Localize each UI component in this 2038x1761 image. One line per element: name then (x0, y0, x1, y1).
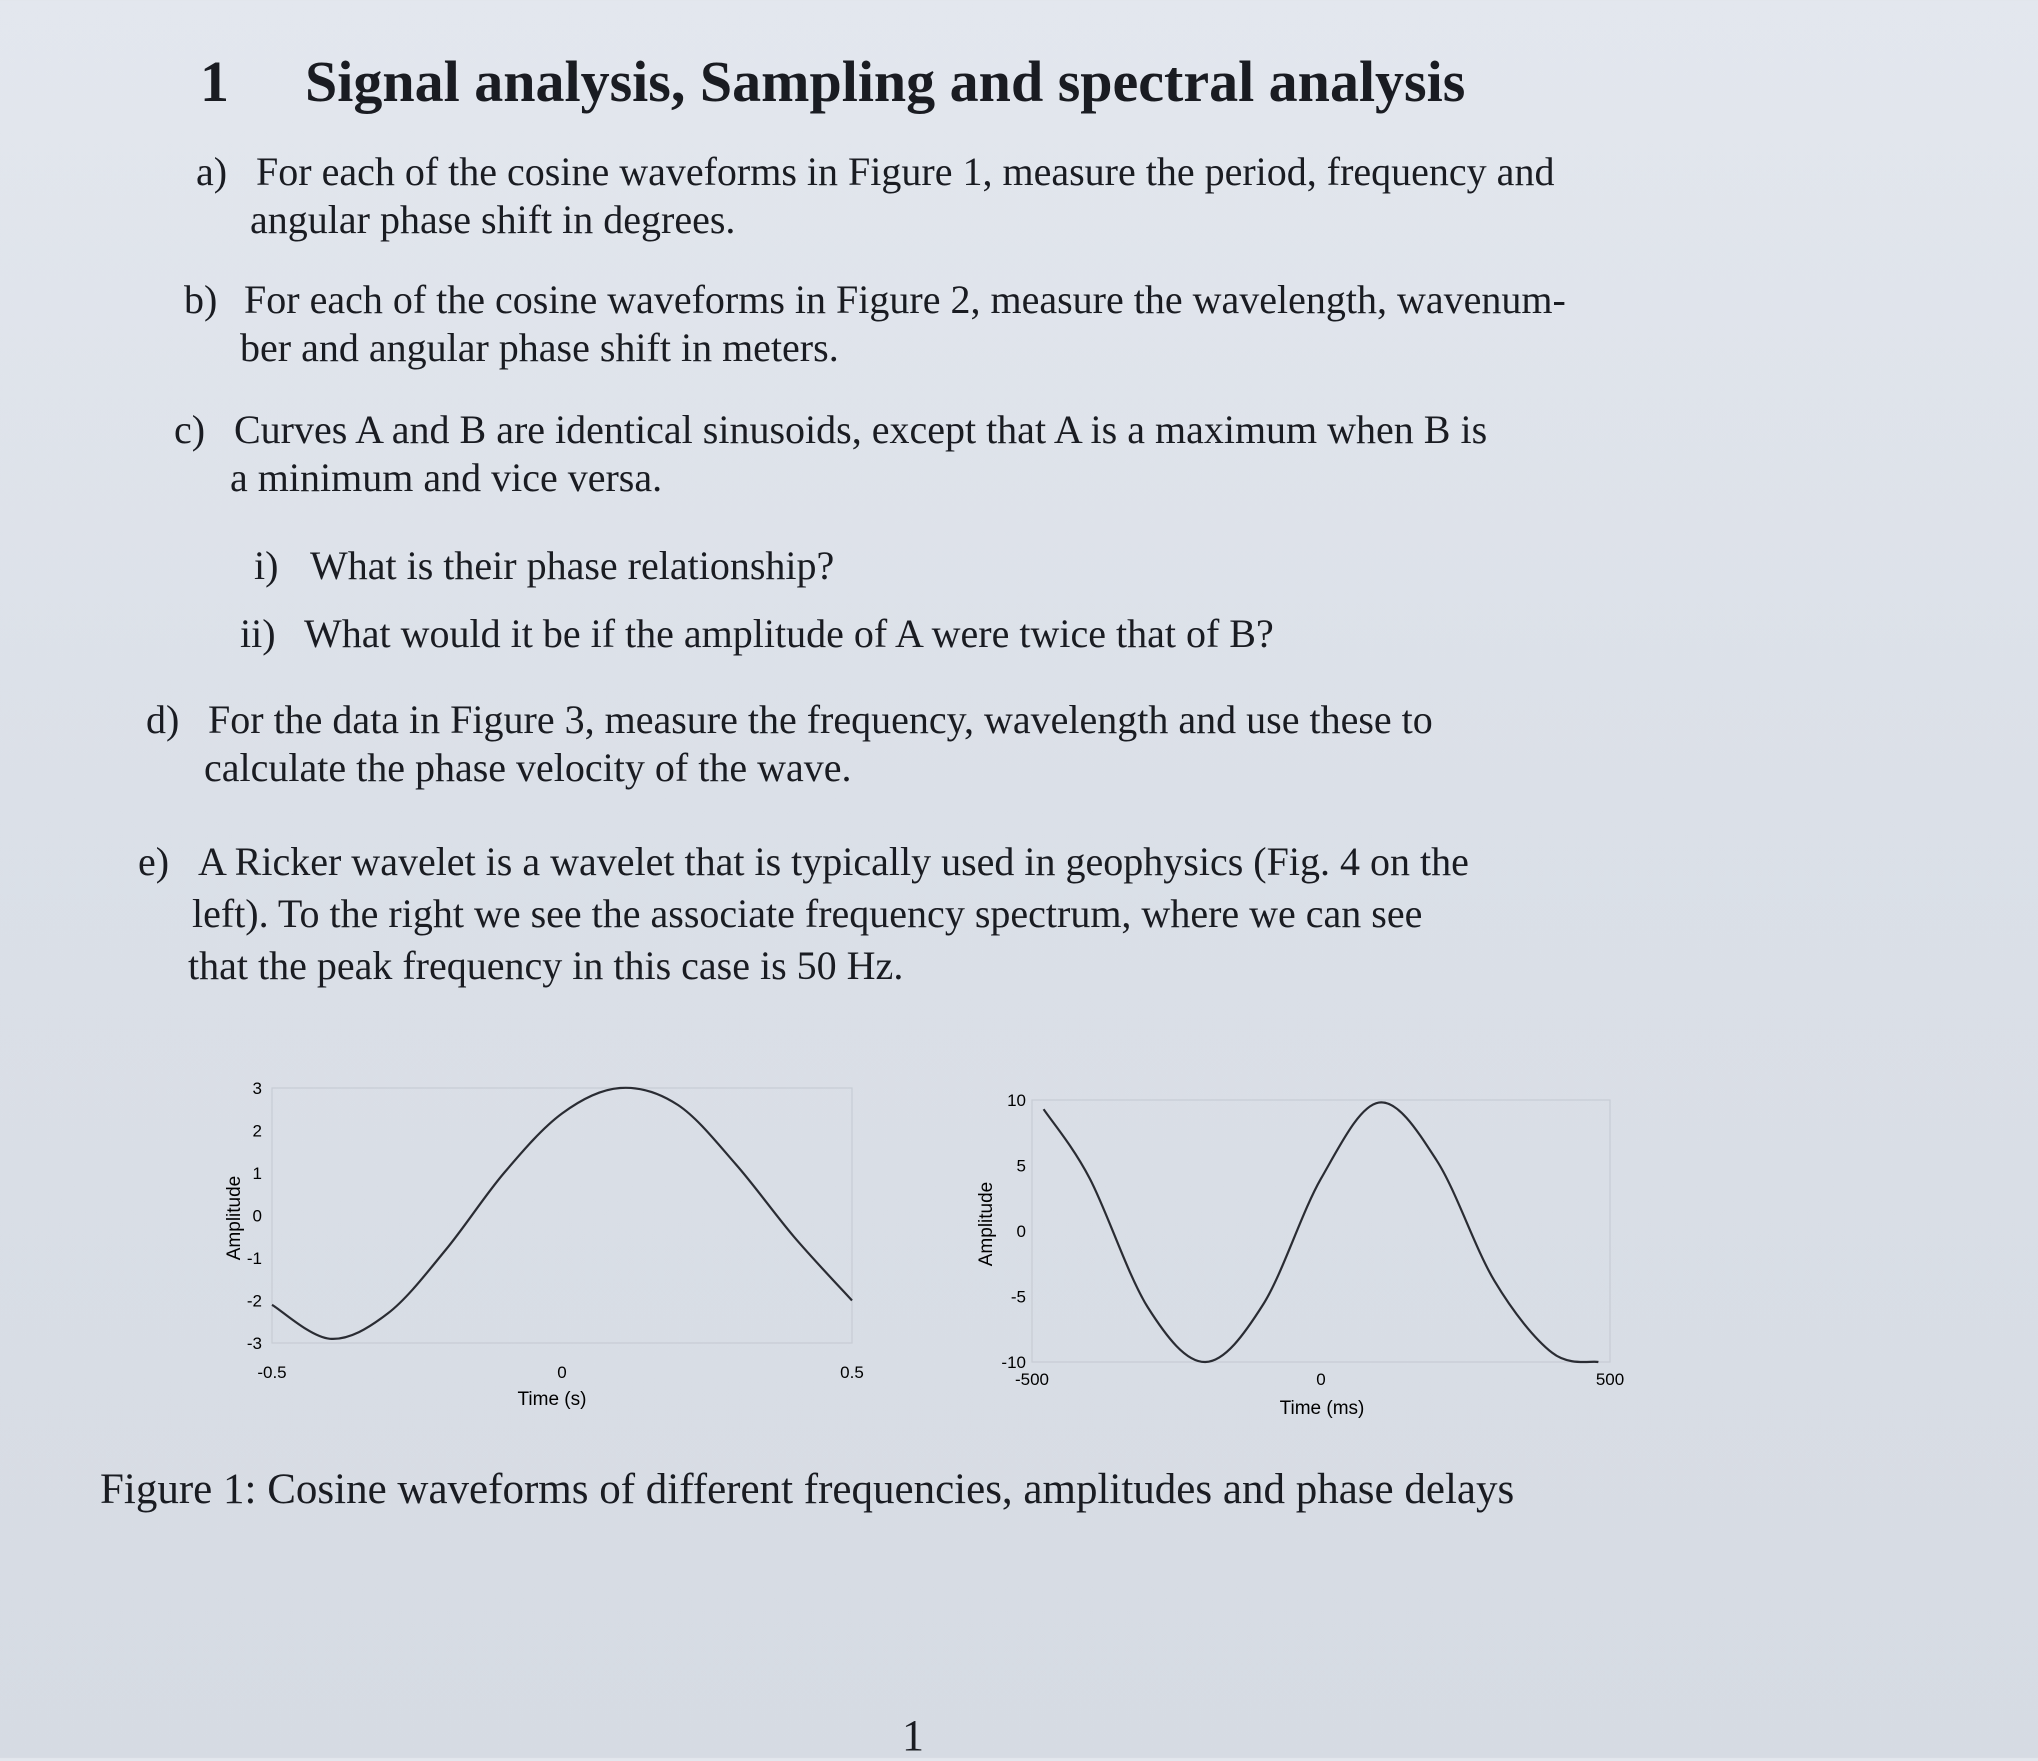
y-axis-label-left: Amplitude (224, 1175, 245, 1261)
question-c-sub-i (254, 542, 834, 590)
x-axis-label-right: Time (ms) (1279, 1398, 1365, 1419)
question-e (138, 838, 1469, 990)
question-a (196, 148, 1554, 244)
y-tick-label-left: 1 (252, 1164, 262, 1183)
question-c (174, 406, 1487, 502)
sub-i-label: i) (254, 543, 279, 588)
y-tick-label-left: -2 (246, 1291, 262, 1311)
series-line-right (1044, 1102, 1599, 1362)
x-tick-label-left: -0.5 (257, 1363, 287, 1382)
question-d (146, 696, 1433, 792)
x-tick-label-left: 0.5 (840, 1363, 864, 1382)
question-c-line2: a minimum and vice versa. (230, 455, 663, 500)
chart-right (976, 1091, 1624, 1419)
x-tick-label-right: -500 (1014, 1370, 1050, 1389)
page-number: 1 (902, 1711, 924, 1760)
question-b-line2: ber and angular phase shift in meters. (240, 325, 839, 370)
section-number: 1 (200, 49, 229, 114)
y-tick-label-left: 3 (252, 1079, 262, 1098)
plot-frame-right (1032, 1100, 1610, 1362)
question-c-sub-ii (240, 610, 1274, 658)
series-line-left (272, 1088, 852, 1339)
question-e-line3: that the peak frequency in this case is 50 Hz. (188, 943, 904, 988)
question-a-line1: For each of the cosine waveforms in Figure 1, measure the period, frequency and (256, 149, 1555, 194)
section-heading (200, 48, 1465, 115)
question-c-line1: Curves A and B are identical sinusoids, except that A is a maximum when B is (234, 407, 1488, 452)
question-a-label: a) (196, 149, 228, 194)
x-ticks-right (1015, 1370, 1624, 1389)
question-e-label: e) (138, 839, 170, 884)
question-c-label: c) (174, 407, 206, 452)
question-b-line1: For each of the cosine waveforms in Figure 2, measure the wavelength, wavenum- (244, 277, 1566, 322)
question-d-label: d) (146, 697, 180, 742)
question-e-line2: left). To the right we see the associate frequency spectrum, where we can see (192, 891, 1423, 936)
y-tick-label-left: 0 (252, 1206, 262, 1226)
figure-caption: Figure 1: Cosine waveforms of different frequencies, amplitudes and phase delays (100, 1466, 1515, 1513)
y-tick-label-right: 10 (1007, 1091, 1026, 1110)
section-title: Signal analysis, Sampling and spectral analysis (305, 49, 1466, 114)
x-ticks-left (257, 1363, 863, 1382)
y-ticks-right (1001, 1091, 1026, 1372)
y-tick-label-left: -3 (246, 1334, 262, 1353)
x-tick-label-right: 0 (1316, 1370, 1326, 1389)
question-e-line1: A Ricker wavelet is a wavelet that is typically used in geophysics (Fig. 4 on the (198, 839, 1469, 884)
question-b (184, 276, 1566, 372)
question-d-line2: calculate the phase velocity of the wave. (204, 745, 852, 790)
question-b-label: b) (184, 277, 218, 322)
y-tick-label-left: -1 (246, 1249, 262, 1268)
chart-left (224, 1079, 864, 1410)
sub-ii-label: ii) (240, 611, 276, 656)
y-tick-label-left: 2 (252, 1121, 262, 1141)
y-tick-label-right: 5 (1016, 1156, 1026, 1176)
y-ticks-left (247, 1079, 262, 1353)
sub-i-text: What is their phase relationship? (310, 543, 835, 588)
sub-ii-text: What would it be if the amplitude of A were twice that of B? (304, 611, 1274, 656)
y-tick-label-right: 0 (1016, 1222, 1026, 1241)
x-tick-label-left: 0 (557, 1363, 567, 1382)
x-tick-label-right: 500 (1595, 1370, 1625, 1389)
y-tick-label-right: -10 (1001, 1353, 1026, 1372)
plot-frame-left (272, 1088, 852, 1343)
x-axis-label-left: Time (s) (517, 1389, 587, 1410)
question-a-line2: angular phase shift in degrees. (250, 197, 736, 242)
y-tick-label-right: -5 (1010, 1287, 1026, 1307)
question-d-line1: For the data in Figure 3, measure the frequency, wavelength and use these to (208, 697, 1433, 742)
y-axis-label-right: Amplitude (976, 1181, 997, 1267)
